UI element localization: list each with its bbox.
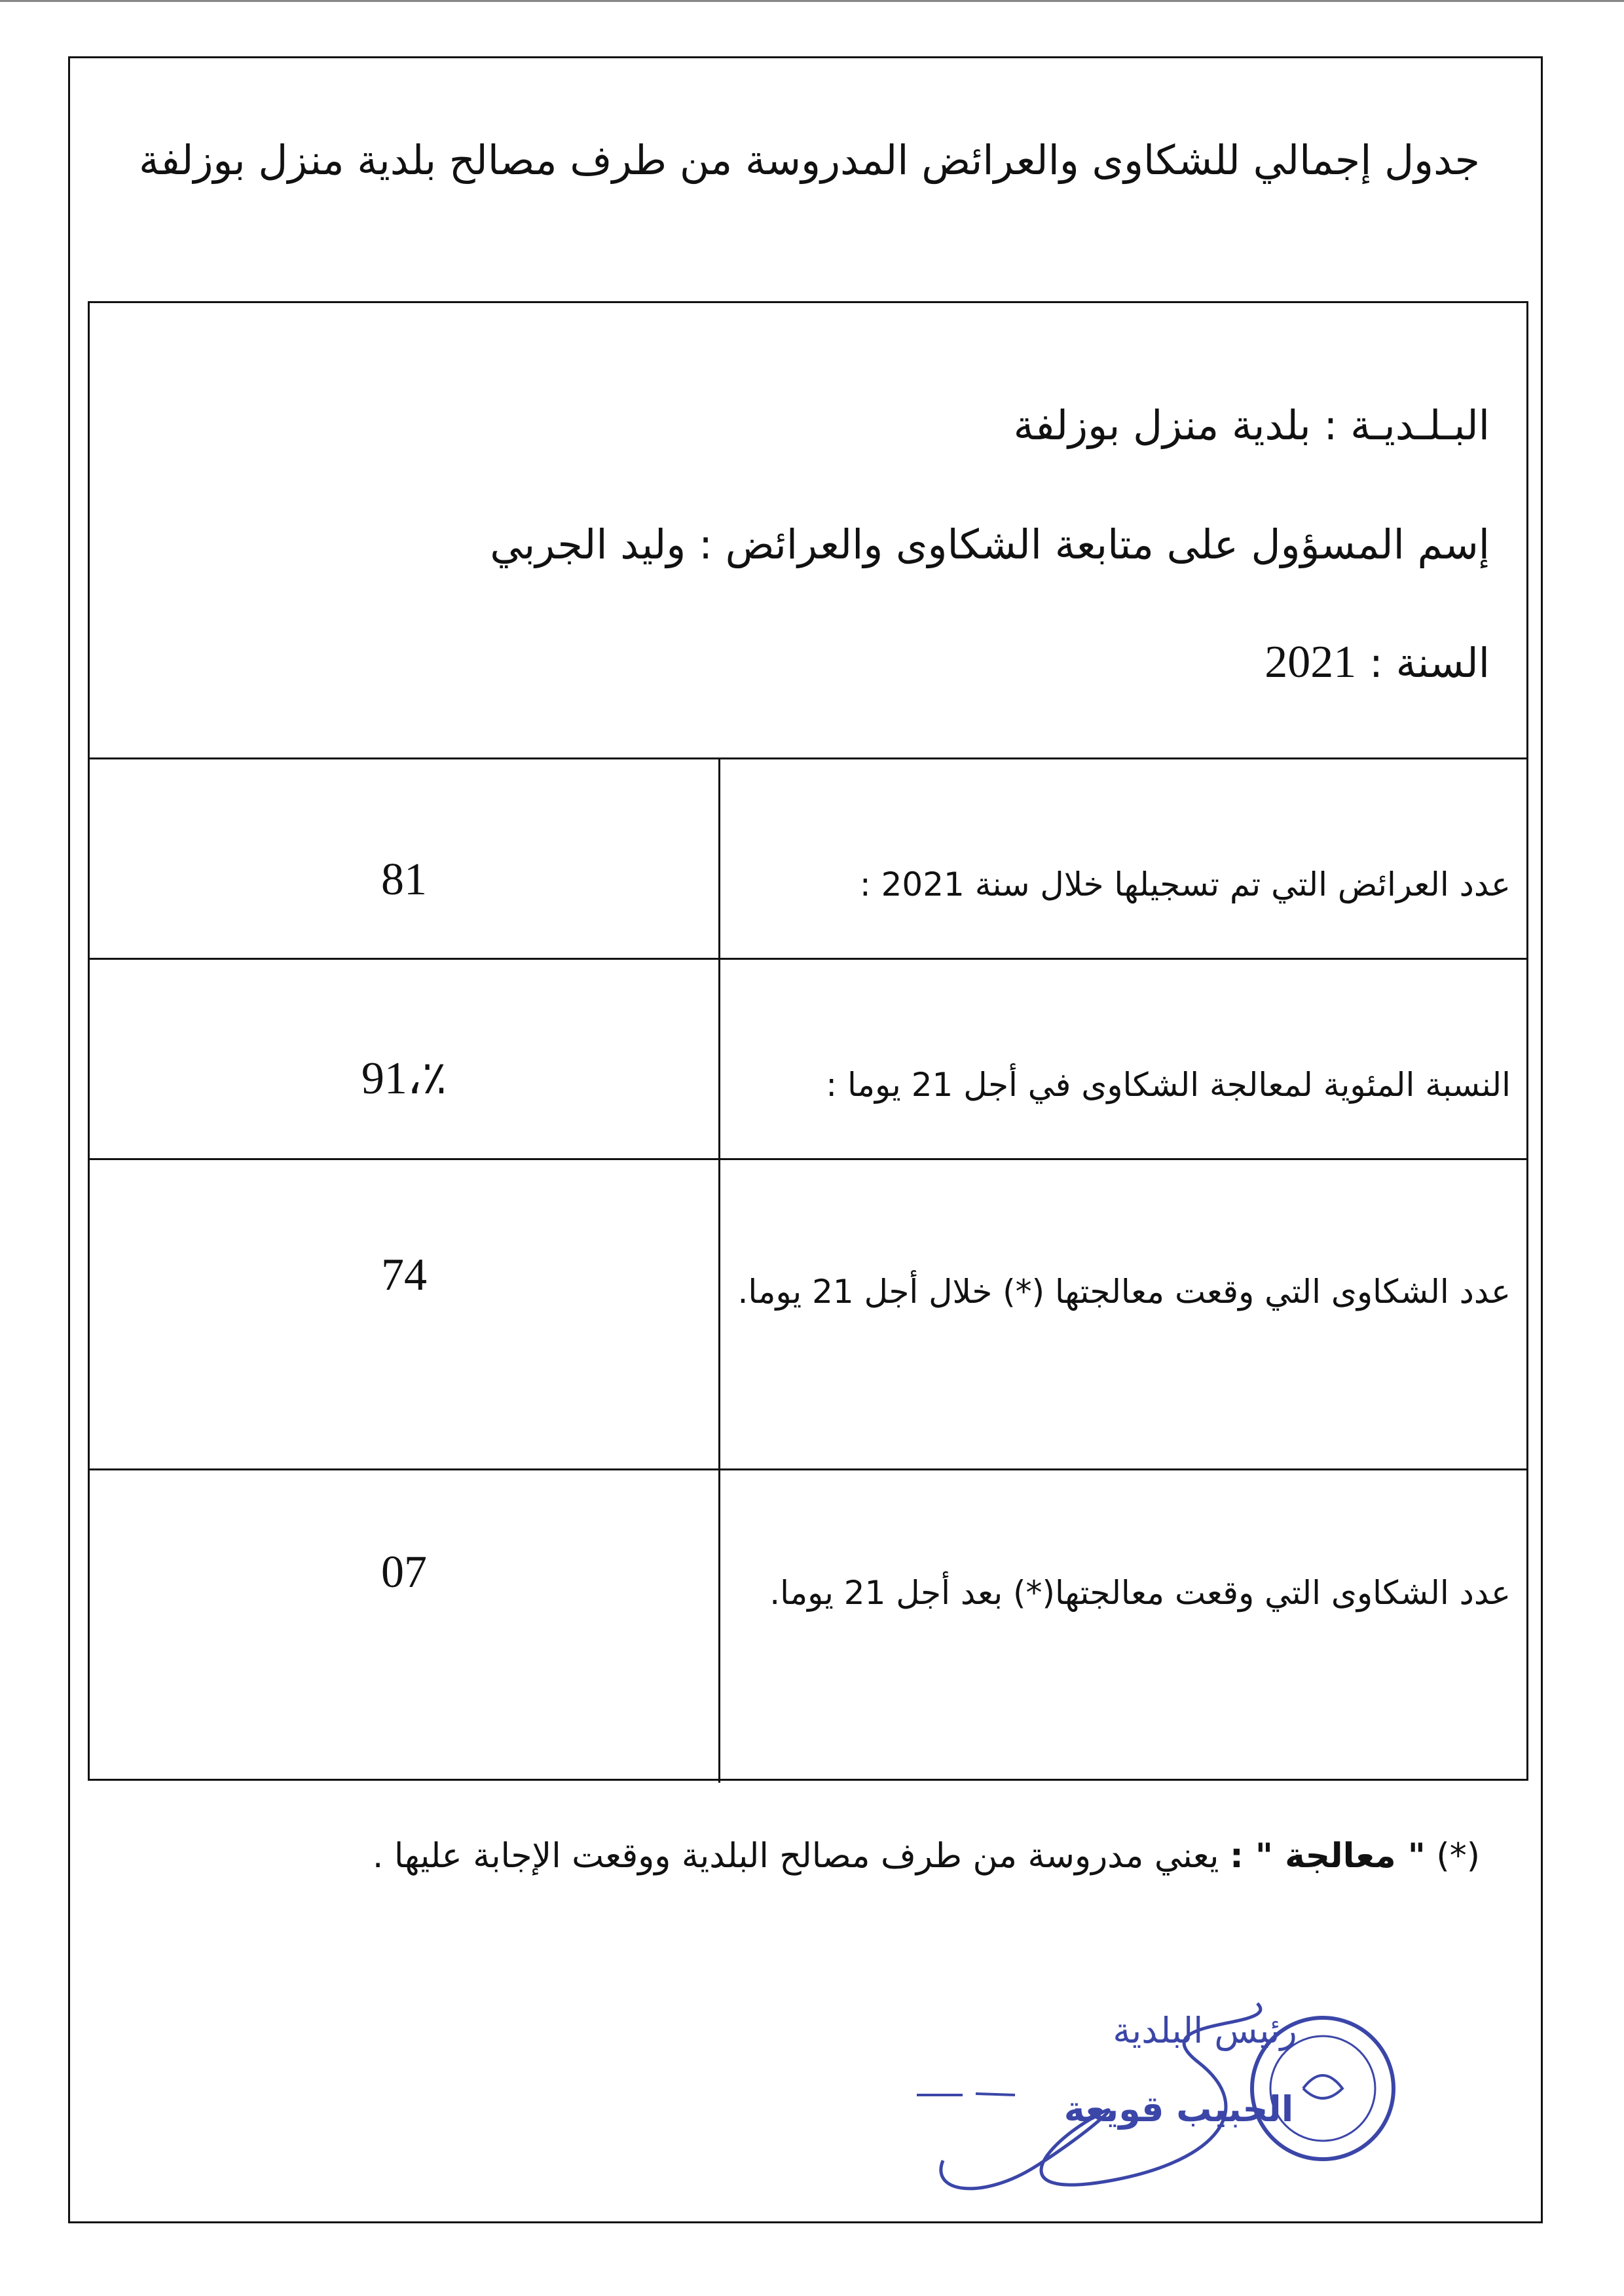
- signature-stroke-icon: [917, 2094, 1015, 2095]
- signature-stamp-svg: [891, 1990, 1428, 2206]
- row-label-processing-percentage: النسبة المئوية لمعالجة الشكاوى في أجل 21 يوما :: [826, 1066, 1511, 1104]
- table-divider: [90, 1158, 1526, 1160]
- row-value-processed-within-deadline: 74: [381, 1250, 427, 1300]
- year-label: السنة :: [1369, 639, 1490, 687]
- year-line: [1264, 633, 1490, 693]
- table-divider: [90, 757, 1526, 759]
- row-value-processed-after-deadline: 07: [381, 1547, 427, 1597]
- municipality-value: بلدية منزل بوزلفة: [1013, 401, 1311, 449]
- seal-emblem-icon: [1303, 2075, 1342, 2098]
- officer-line: [490, 515, 1490, 574]
- officer-value: وليد الجربي: [490, 520, 686, 568]
- footnote-marker: (*): [1436, 1836, 1480, 1876]
- municipality-label: البـلـديـة :: [1323, 401, 1490, 449]
- signature-title: رئيس البلدية: [1113, 2010, 1297, 2051]
- document-title: جدول إجمالي للشكاوى والعرائض المدروسة من طرف مصالح بلدية منزل بوزلفة: [138, 136, 1480, 184]
- row-label-processed-within-deadline: عدد الشكاوى التي وقعت معالجتها (*) خلال أجل 21 يوما.: [737, 1273, 1511, 1311]
- table-divider: [90, 958, 1526, 960]
- signature-name: الحبيب قويعة: [1063, 2088, 1294, 2130]
- table-divider: [90, 1468, 1526, 1470]
- row-value-petitions-registered: 81: [381, 854, 427, 905]
- table-column-divider: [718, 757, 720, 1783]
- signature-stamp-area: [891, 1990, 1428, 2206]
- year-value: 2021: [1264, 637, 1357, 687]
- footnote-text: يعني مدروسة من طرف مصالح البلدية ووقعت الإجابة عليها .: [372, 1836, 1219, 1876]
- footnote: [131, 1827, 1480, 1886]
- row-label-processed-after-deadline: عدد الشكاوى التي وقعت معالجتها(*) بعد أجل 21 يوما.: [769, 1574, 1511, 1612]
- row-label-petitions-registered: عدد العرائض التي تم تسجيلها خلال سنة 2021 :: [859, 866, 1511, 903]
- summary-table: [88, 301, 1528, 1781]
- row-value-processing-percentage: 91،٪: [361, 1053, 447, 1104]
- officer-label: إسم المسؤول على متابعة الشكاوى والعرائض :: [699, 520, 1490, 568]
- page-top-edge: [0, 0, 1624, 2]
- footnote-term: " معالجة " :: [1229, 1836, 1426, 1876]
- municipality-line: [1014, 396, 1490, 455]
